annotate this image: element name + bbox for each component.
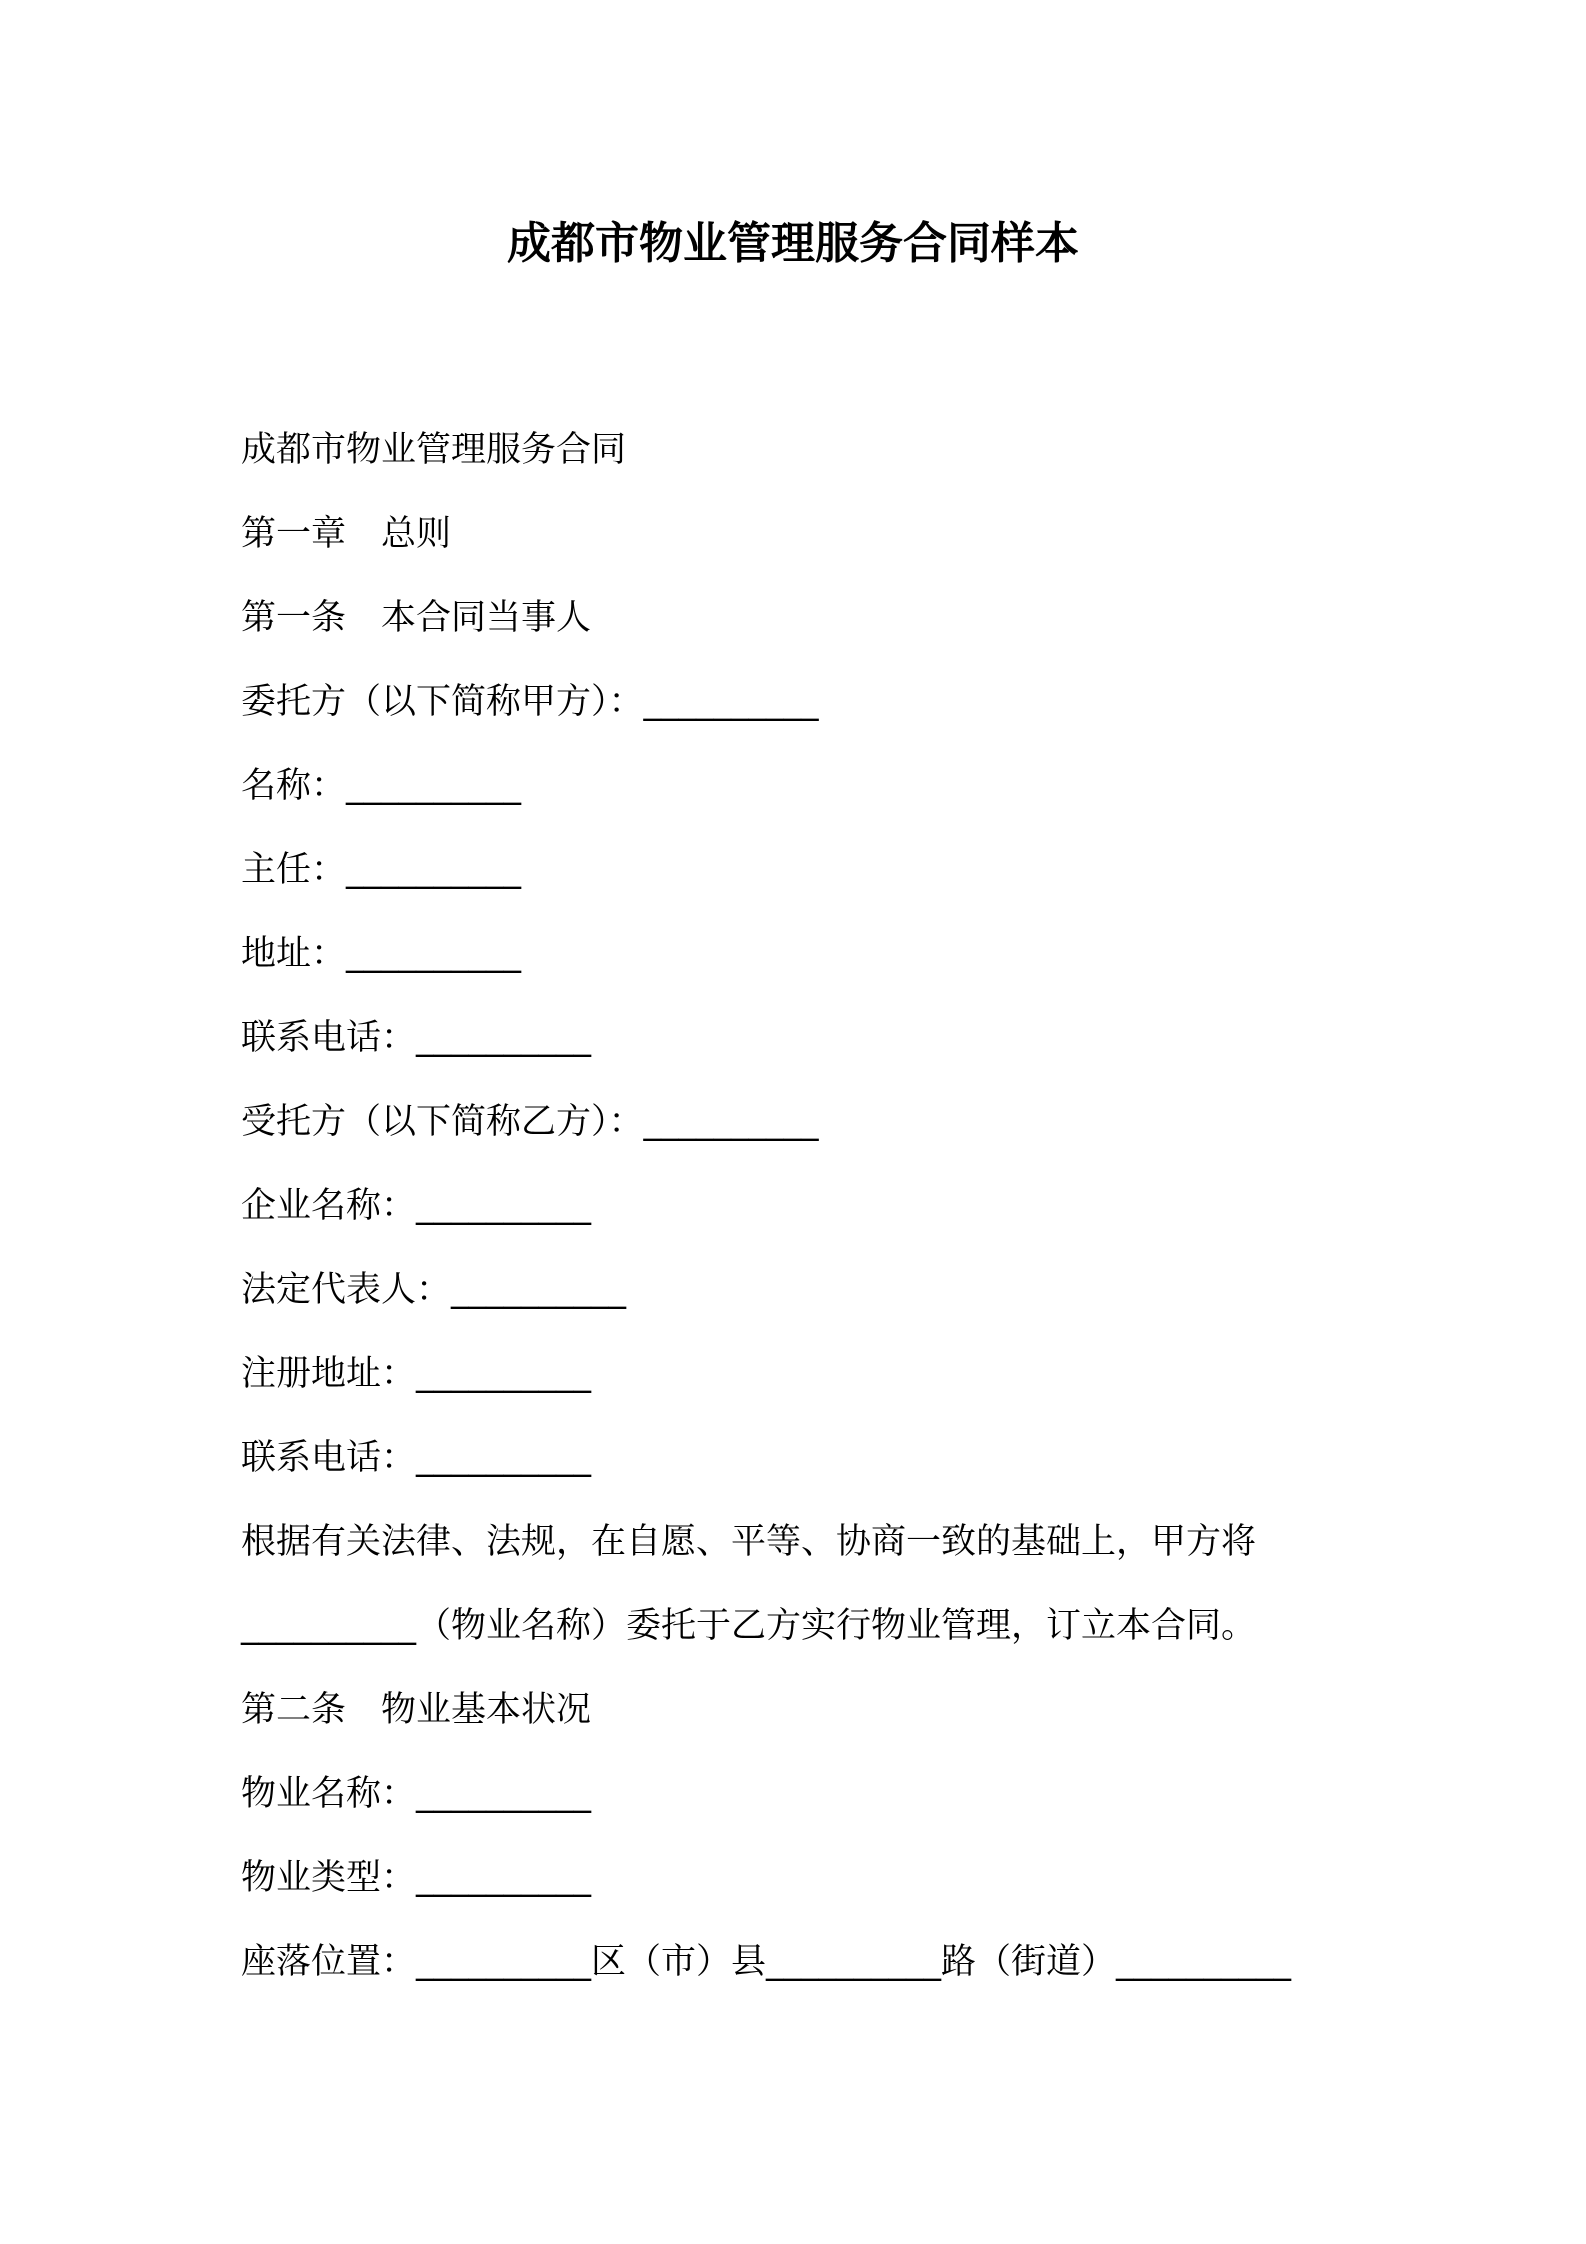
party-b-phone-line bbox=[241, 1416, 1361, 1500]
text-line: 联系电话：__________ bbox=[241, 1438, 592, 1478]
article-title: 本合同当事人 bbox=[381, 598, 592, 638]
article-number: 第一条 bbox=[241, 598, 347, 638]
text-line: 注册地址：__________ bbox=[241, 1354, 592, 1394]
party-b-line bbox=[241, 1080, 1361, 1164]
party-a-phone-line bbox=[241, 996, 1361, 1080]
text-line: 根据有关法律、法规，在自愿、平等、协商一致的基础上，甲方将 bbox=[241, 1522, 1257, 1562]
chapter-title: 总则 bbox=[381, 514, 452, 554]
party-a-line bbox=[241, 660, 1361, 744]
property-name-line bbox=[241, 1752, 1361, 1836]
article-heading bbox=[241, 1668, 1361, 1752]
property-type-line bbox=[241, 1836, 1361, 1920]
party-b-representative-line bbox=[241, 1248, 1361, 1332]
chapter-heading bbox=[241, 492, 1361, 576]
article-number: 第二条 bbox=[241, 1690, 347, 1730]
article-heading bbox=[241, 576, 1361, 660]
text-line: 物业名称：__________ bbox=[241, 1774, 592, 1814]
text-line: 地址：__________ bbox=[241, 934, 522, 974]
chapter-number: 第一章 bbox=[241, 514, 347, 554]
text-line: 成都市物业管理服务合同 bbox=[241, 430, 627, 470]
text-line: __________（物业名称）委托于乙方实行物业管理，订立本合同。 bbox=[241, 1606, 1257, 1646]
text-line: 委托方（以下简称甲方）：__________ bbox=[241, 682, 819, 722]
text-line: 物业类型：__________ bbox=[241, 1858, 592, 1898]
party-b-address-line bbox=[241, 1332, 1361, 1416]
article-title: 物业基本状况 bbox=[381, 1690, 592, 1730]
party-a-name-line bbox=[241, 744, 1361, 828]
text-line: 联系电话：__________ bbox=[241, 1018, 592, 1058]
text-line: 企业名称：__________ bbox=[241, 1186, 592, 1226]
preamble-line-1 bbox=[241, 1500, 1361, 1584]
preamble-line-2 bbox=[241, 1584, 1361, 1668]
document-title: 成都市物业管理服务合同样本 bbox=[507, 218, 1079, 269]
contract-heading bbox=[241, 408, 1361, 492]
text-line: 主任：__________ bbox=[241, 850, 522, 890]
text-line: 座落位置：__________区（市）县__________路（街道）__________ bbox=[241, 1942, 1292, 1982]
party-a-director-line bbox=[241, 828, 1361, 912]
document-body bbox=[241, 408, 1361, 2004]
text-line: 名称：__________ bbox=[241, 766, 522, 806]
party-b-company-line bbox=[241, 1164, 1361, 1248]
text-line: 受托方（以下简称乙方）：__________ bbox=[241, 1102, 819, 1142]
text-line: 法定代表人：__________ bbox=[241, 1270, 627, 1310]
property-location-line bbox=[241, 1920, 1361, 2004]
party-a-address-line bbox=[241, 912, 1361, 996]
